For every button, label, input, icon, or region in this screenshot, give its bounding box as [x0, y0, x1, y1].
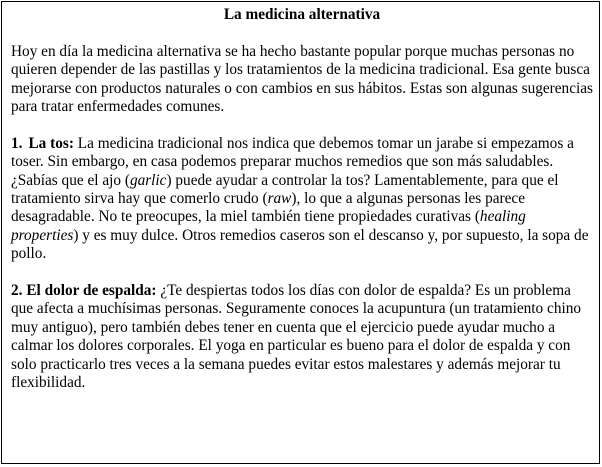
section-cough-text-2: ) puede ayudar a controlar la tos? Lamentablemente, para que el tratamiento sirva hay que comerlo crudo (	[11, 171, 559, 208]
document-frame	[1, 1, 600, 464]
section-back-pain-text: ¿Te despiertas todos los días con dolor de espalda? Es un problema que afecta a muchísimas personas. Seguramente conoces la acupuntura (un tratamiento chino muy antiguo), pero también debes tener en cuenta que el ejercicio puede ayudar mucho a calmar los dolores corporales. El yoga en particular es bueno para el dolor de espalda y con solo practicarlo tres veces a la semana puedes evitar estos malestares y además mejorar tu flexibilidad.	[11, 282, 582, 392]
intro-paragraph: Hoy en día la medicina alternativa se ha hecho bastante popular porque muchas personas no quieren depender de las pastillas y los tratamientos de la medicina tradicional. Esa gente busca mejorarse con productos naturales o con cambios en sus hábitos. Estas son algunas sugerencias para tratar enfermedades comunes.	[11, 42, 593, 116]
section-cough-text-1: La medicina tradicional nos indica que debemos tomar un jarabe si empezamos a toser. Sin embargo, en casa podemos preparar muchos remedios que son más saludables. ¿Sabías que el ajo (	[11, 134, 574, 189]
term-healing-properties: healing properties	[11, 208, 526, 244]
term-garlic: garlic	[129, 171, 167, 189]
section-cough-text-4: ) y es muy dulce. Otros remedios caseros son el descanso y, por supuesto, la sopa de pollo.	[11, 226, 589, 263]
section-back-pain-heading: El dolor de espalda:	[26, 282, 157, 300]
section-cough	[11, 135, 593, 264]
document-title: La medicina alternativa	[223, 6, 381, 23]
term-raw: raw	[267, 190, 292, 208]
section-cough-number: 1.	[11, 134, 23, 152]
section-back-pain-number: 2.	[11, 282, 23, 300]
section-cough-heading: La tos:	[28, 134, 74, 152]
section-back-pain	[11, 282, 593, 392]
section-cough-text-3: ), lo que a algunas personas les parece desagradable. No te preocupes, la miel también tiene propiedades curativas (	[11, 190, 525, 226]
